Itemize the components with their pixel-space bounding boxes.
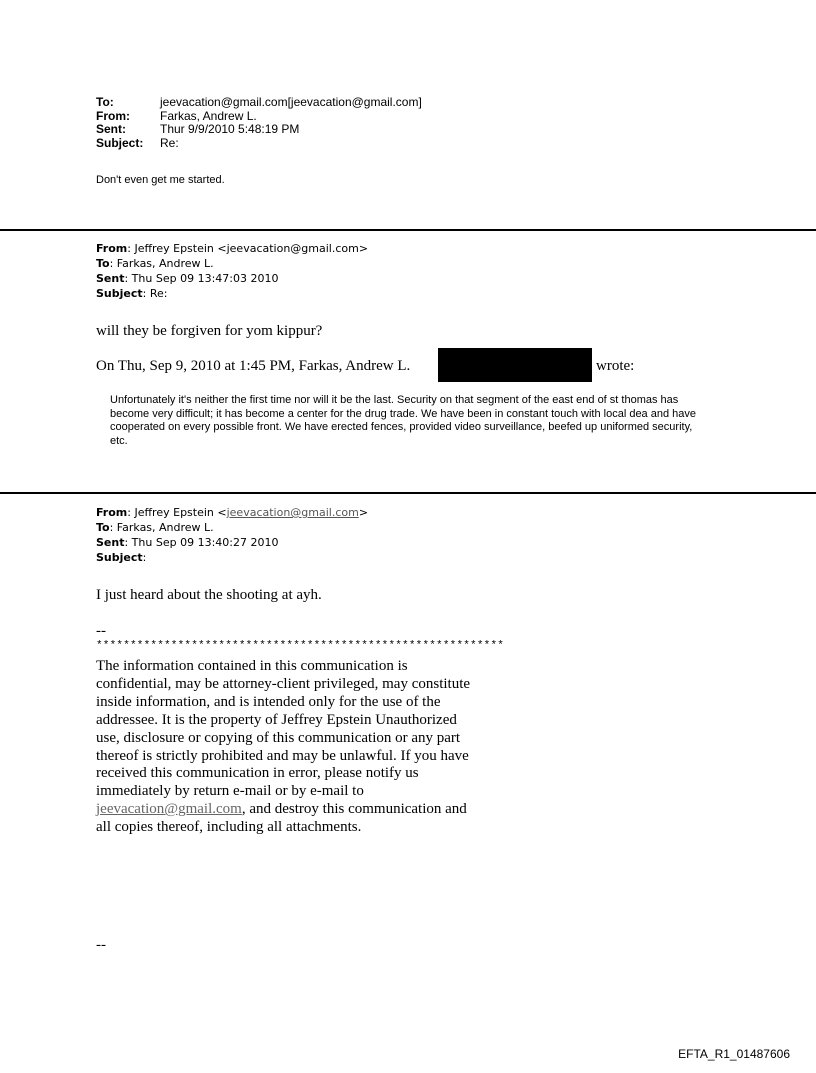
confidentiality-disclaimer: The information contained in this communication is confidential, may be attorney-client privileged, may constitute inside information, and is intended only for the use of the addressee. It is the property of Jeffrey Epstein Unauthorized use, disclosure or copying of this communication or any part thereof is strictly prohibited and may be unlawful. If you have received this communication in error, please notify us immediately by return e-mail or by e-mail to jeevacation@gmail.com, and destroy this communication and all copies thereof, including all attachments. xyxy=(96,658,471,836)
divider xyxy=(0,492,816,494)
disclaimer-email-link[interactable]: jeevacation@gmail.com xyxy=(96,801,242,818)
subject-value: Re: xyxy=(160,135,179,150)
redaction-box xyxy=(438,348,592,382)
to-label: To: xyxy=(96,95,114,109)
subject-label: Subject: xyxy=(96,135,144,150)
document-id: EFTA_R1_01487606 xyxy=(678,1047,790,1061)
message2-sent: Sent: Thu Sep 09 13:47:03 2010 xyxy=(96,272,279,285)
message2-header xyxy=(96,241,368,301)
message2-subject: Subject: Re: xyxy=(96,287,168,300)
sent-label: Sent: xyxy=(96,122,126,136)
from-value: Farkas, Andrew L. xyxy=(160,108,257,123)
message2-from: From: Jeffrey Epstein <jeevacation@gmail.com> xyxy=(96,242,369,255)
quote-wrote: wrote: xyxy=(596,358,635,374)
message3-sent: Sent: Thu Sep 09 13:40:27 2010 xyxy=(96,536,279,549)
message3-body: I just heard about the shooting at ayh. xyxy=(96,587,322,603)
sent-value: Thur 9/9/2010 5:48:19 PM xyxy=(160,122,300,136)
divider xyxy=(0,229,816,231)
reply-body: Don't even get me started. xyxy=(96,174,225,186)
end-dash: -- xyxy=(96,937,106,953)
to-value: jeevacation@gmail.com[jeevacation@gmail.com] xyxy=(160,95,422,109)
email-link[interactable]: jeevacation@gmail.com xyxy=(226,506,359,519)
message3-header xyxy=(96,505,368,565)
from-label: From: xyxy=(96,108,130,123)
quote-intro: On Thu, Sep 9, 2010 at 1:45 PM, Farkas, Andrew L. xyxy=(96,358,411,374)
message3-from: From: Jeffrey Epstein <jeevacation@gmail.com> xyxy=(96,506,369,519)
signature-stars: ************************************************************ xyxy=(96,640,505,652)
quoted-text: Unfortunately it's neither the first time nor will it be the last. Security on that segment of the east end of st thomas has become very difficult; it has become a center for the drug trade. We have been in constant touch with local dea and have cooperated on every possible front. We have erected fences, provided video surveillance, beefed up uniformed security, etc. xyxy=(110,394,696,447)
message2-to: To: Farkas, Andrew L. xyxy=(96,257,214,270)
email-header xyxy=(96,96,422,150)
message2-body: will they be forgiven for yom kippur? xyxy=(96,323,323,339)
signature-dash: -- xyxy=(96,623,106,639)
message3-to: To: Farkas, Andrew L. xyxy=(96,521,214,534)
message3-subject: Subject: xyxy=(96,551,147,564)
